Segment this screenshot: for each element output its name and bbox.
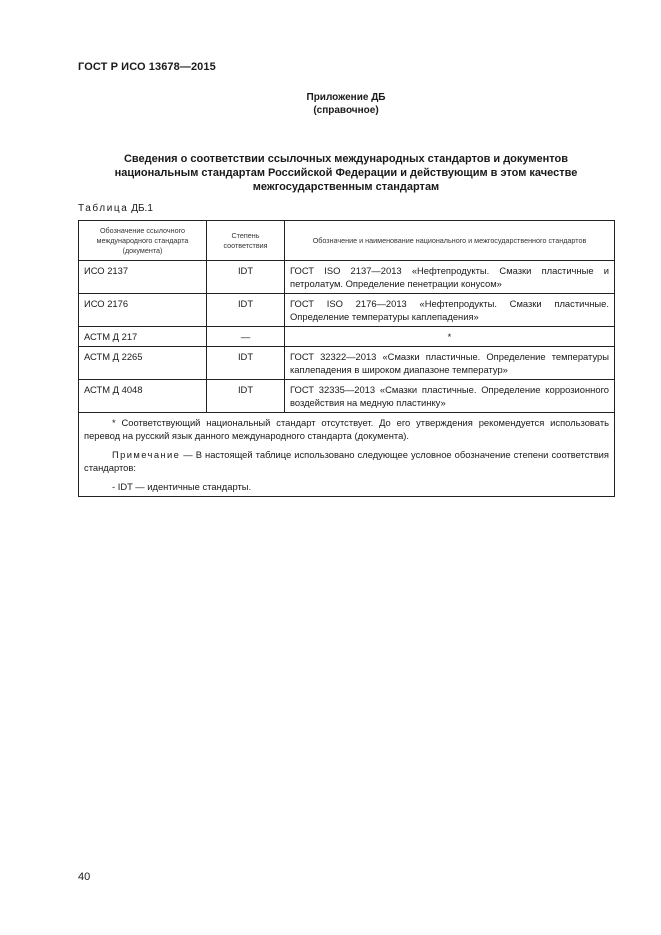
cell-reference: АСТМ Д 217 — [79, 327, 207, 347]
cell-national: * — [285, 327, 615, 347]
table-header-row — [79, 221, 615, 261]
cell-degree: IDT — [207, 261, 285, 294]
document-title-line-3: межгосударственным стандартам — [252, 181, 440, 193]
cell-national: ГОСТ ISO 2176—2013 «Нефтепродукты. Смазки пластичные. Определение температуры каплепадения» — [285, 294, 615, 327]
cell-national: ГОСТ 32335—2013 «Смазки пластичные. Определение коррозионного воздействия на медную пластинку» — [285, 380, 615, 413]
table-notes — [79, 413, 615, 497]
cell-reference: ИСО 2176 — [79, 294, 207, 327]
cell-degree: — — [207, 327, 285, 347]
table-row — [79, 294, 615, 327]
page-number: 40 — [78, 871, 91, 883]
annex-title: Приложение ДБ — [306, 92, 386, 103]
note — [84, 448, 609, 474]
table-row — [79, 380, 615, 413]
note-label: Примечание — [112, 449, 181, 460]
table-row — [79, 347, 615, 380]
header-degree: Степень соответствия — [207, 221, 285, 261]
table-row — [79, 327, 615, 347]
cell-national: ГОСТ 32322—2013 «Смазки пластичные. Определение температуры каплепадения в широком диапазоне температур» — [285, 347, 615, 380]
table-caption-number: ДБ.1 — [128, 203, 153, 214]
table-caption-prefix: Таблица — [78, 203, 129, 214]
document-title — [78, 152, 614, 194]
cell-reference: АСТМ Д 4048 — [79, 380, 207, 413]
cell-reference: АСТМ Д 2265 — [79, 347, 207, 380]
annex-heading — [0, 91, 661, 117]
annex-subtitle: (справочное) — [313, 105, 379, 116]
table-notes-row — [79, 413, 615, 497]
header-national-standard: Обозначение и наименование национального и межгосударственного стандартов — [285, 221, 615, 261]
cell-degree: IDT — [207, 294, 285, 327]
table-caption — [78, 203, 153, 214]
document-title-line-2: национальным стандартам Российской Федерации и действующим в этом качестве — [114, 167, 578, 179]
footnote: * Соответствующий национальный стандарт отсутствует. До его утверждения рекомендуется использовать перевод на русский язык данного международного стандарта (документа). — [84, 417, 609, 441]
cell-degree: IDT — [207, 380, 285, 413]
note-text: — В настоящей таблице использовано следующее условное обозначение степени соответствия стандартов: — [84, 449, 609, 473]
cell-national: ГОСТ ISO 2137—2013 «Нефтепродукты. Смазки пластичные и петролатум. Определение пенетрации конусом» — [285, 261, 615, 294]
header-reference-standard: Обозначение ссылочного международного стандарта (документа) — [79, 221, 207, 261]
cell-reference: ИСО 2137 — [79, 261, 207, 294]
table-row — [79, 261, 615, 294]
document-title-line-1: Сведения о соответствии ссылочных международных стандартов и документов — [123, 153, 569, 165]
cell-degree: IDT — [207, 347, 285, 380]
note-item: - IDT — идентичные стандарты. — [112, 481, 252, 492]
standards-table — [78, 220, 615, 497]
standard-code: ГОСТ Р ИСО 13678—2015 — [78, 61, 216, 73]
